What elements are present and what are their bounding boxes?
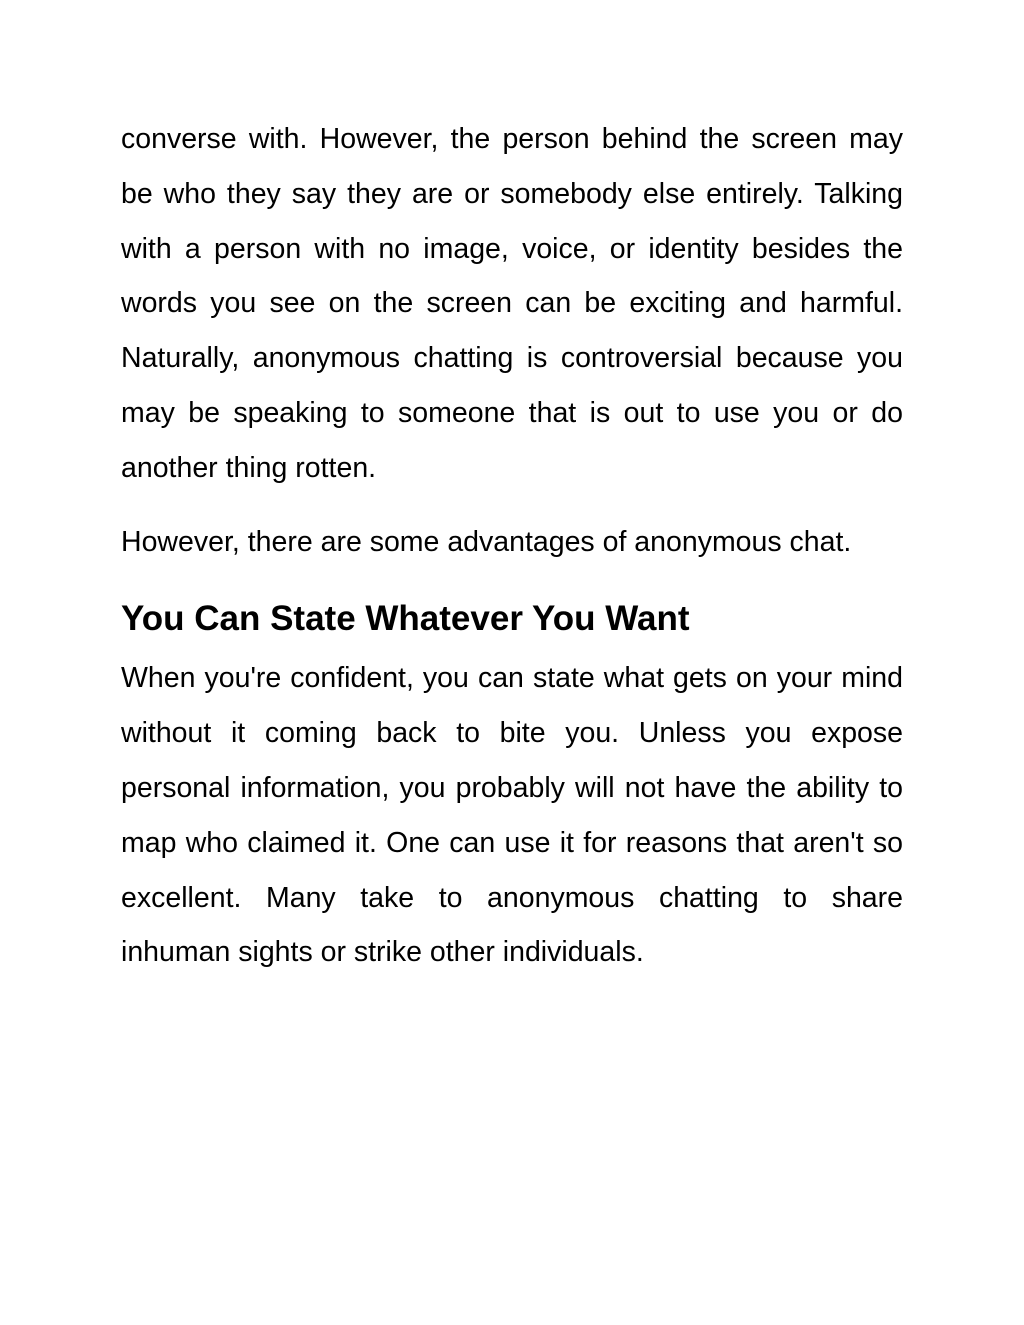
body-paragraph: When you're confident, you can state what gets on your mind without it coming back to bite you. Unless you expose personal information, you probably will not have the ability to map who claimed it. One can use it for reasons that aren't so excellent. Many take to anonymous chatting to share inhuman sights or strike other individuals. — [121, 662, 903, 969]
document-page — [121, 112, 903, 980]
body-paragraph: However, there are some advantages of anonymous chat. — [121, 525, 852, 558]
body-paragraph: converse with. However, the person behind the screen may be who they say they are or somebody else entirely. Talking with a person with no image, voice, or identity besides the words you see on the screen can be exciting and harmful. Naturally, anonymous chatting is controversial because you may be speaking to someone that is out to use you or do another thing rotten. — [121, 123, 903, 484]
section-heading: You Can State Whatever You Want — [121, 599, 690, 639]
